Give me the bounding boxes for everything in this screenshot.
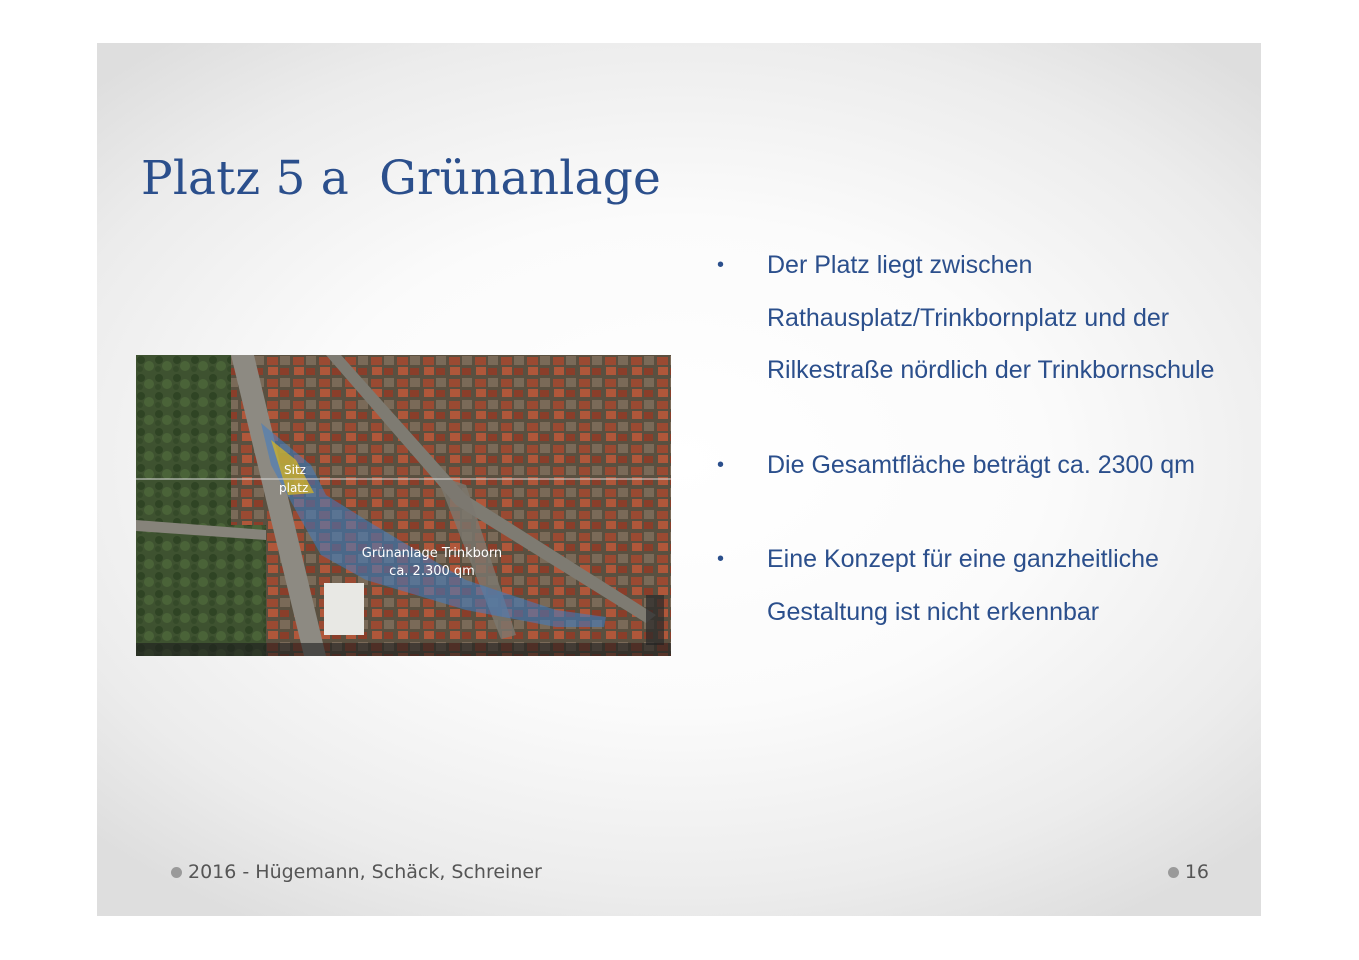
bullet-text-area: Die Gesamtfläche beträgt ca. 2300 qm [767, 450, 1196, 479]
footer-dot-icon [1168, 867, 1179, 878]
bullet-item [717, 239, 1257, 397]
map-label-area-size: ca. 2.300 qm [389, 564, 475, 579]
aerial-map-image [136, 355, 671, 656]
bullet-marker: • [717, 453, 725, 476]
map-label-area-name: Grünanlage Trinkborn [361, 546, 503, 561]
page-number: 16 [1184, 861, 1209, 883]
bullet-list [717, 239, 1257, 680]
footer-credits [171, 861, 542, 883]
bullet-text-concept: Eine Konzept für eine ganzheitliche Gestaltung ist nicht erkennbar [767, 545, 1159, 626]
bullet-item [717, 533, 1257, 638]
slide-title: Platz 5 a Grünanlage [141, 151, 662, 206]
bullet-marker: • [717, 548, 725, 570]
map-label-platz: platz [279, 481, 309, 495]
bullet-item [717, 439, 1257, 492]
bullet-text-location: Der Platz liegt zwischen Rathausplatz/Trinkbornplatz und der Rilkestraße nördlich der Trinkbornschule [767, 251, 1215, 384]
bullet-marker: • [717, 254, 725, 276]
footer-credits-text: 2016 - Hügemann, Schäck, Schreiner [188, 861, 542, 883]
footer-dot-icon [171, 867, 182, 878]
footer-page-number [1168, 861, 1209, 883]
slide [97, 43, 1261, 916]
map-label-sitz: Sitz [284, 463, 306, 477]
